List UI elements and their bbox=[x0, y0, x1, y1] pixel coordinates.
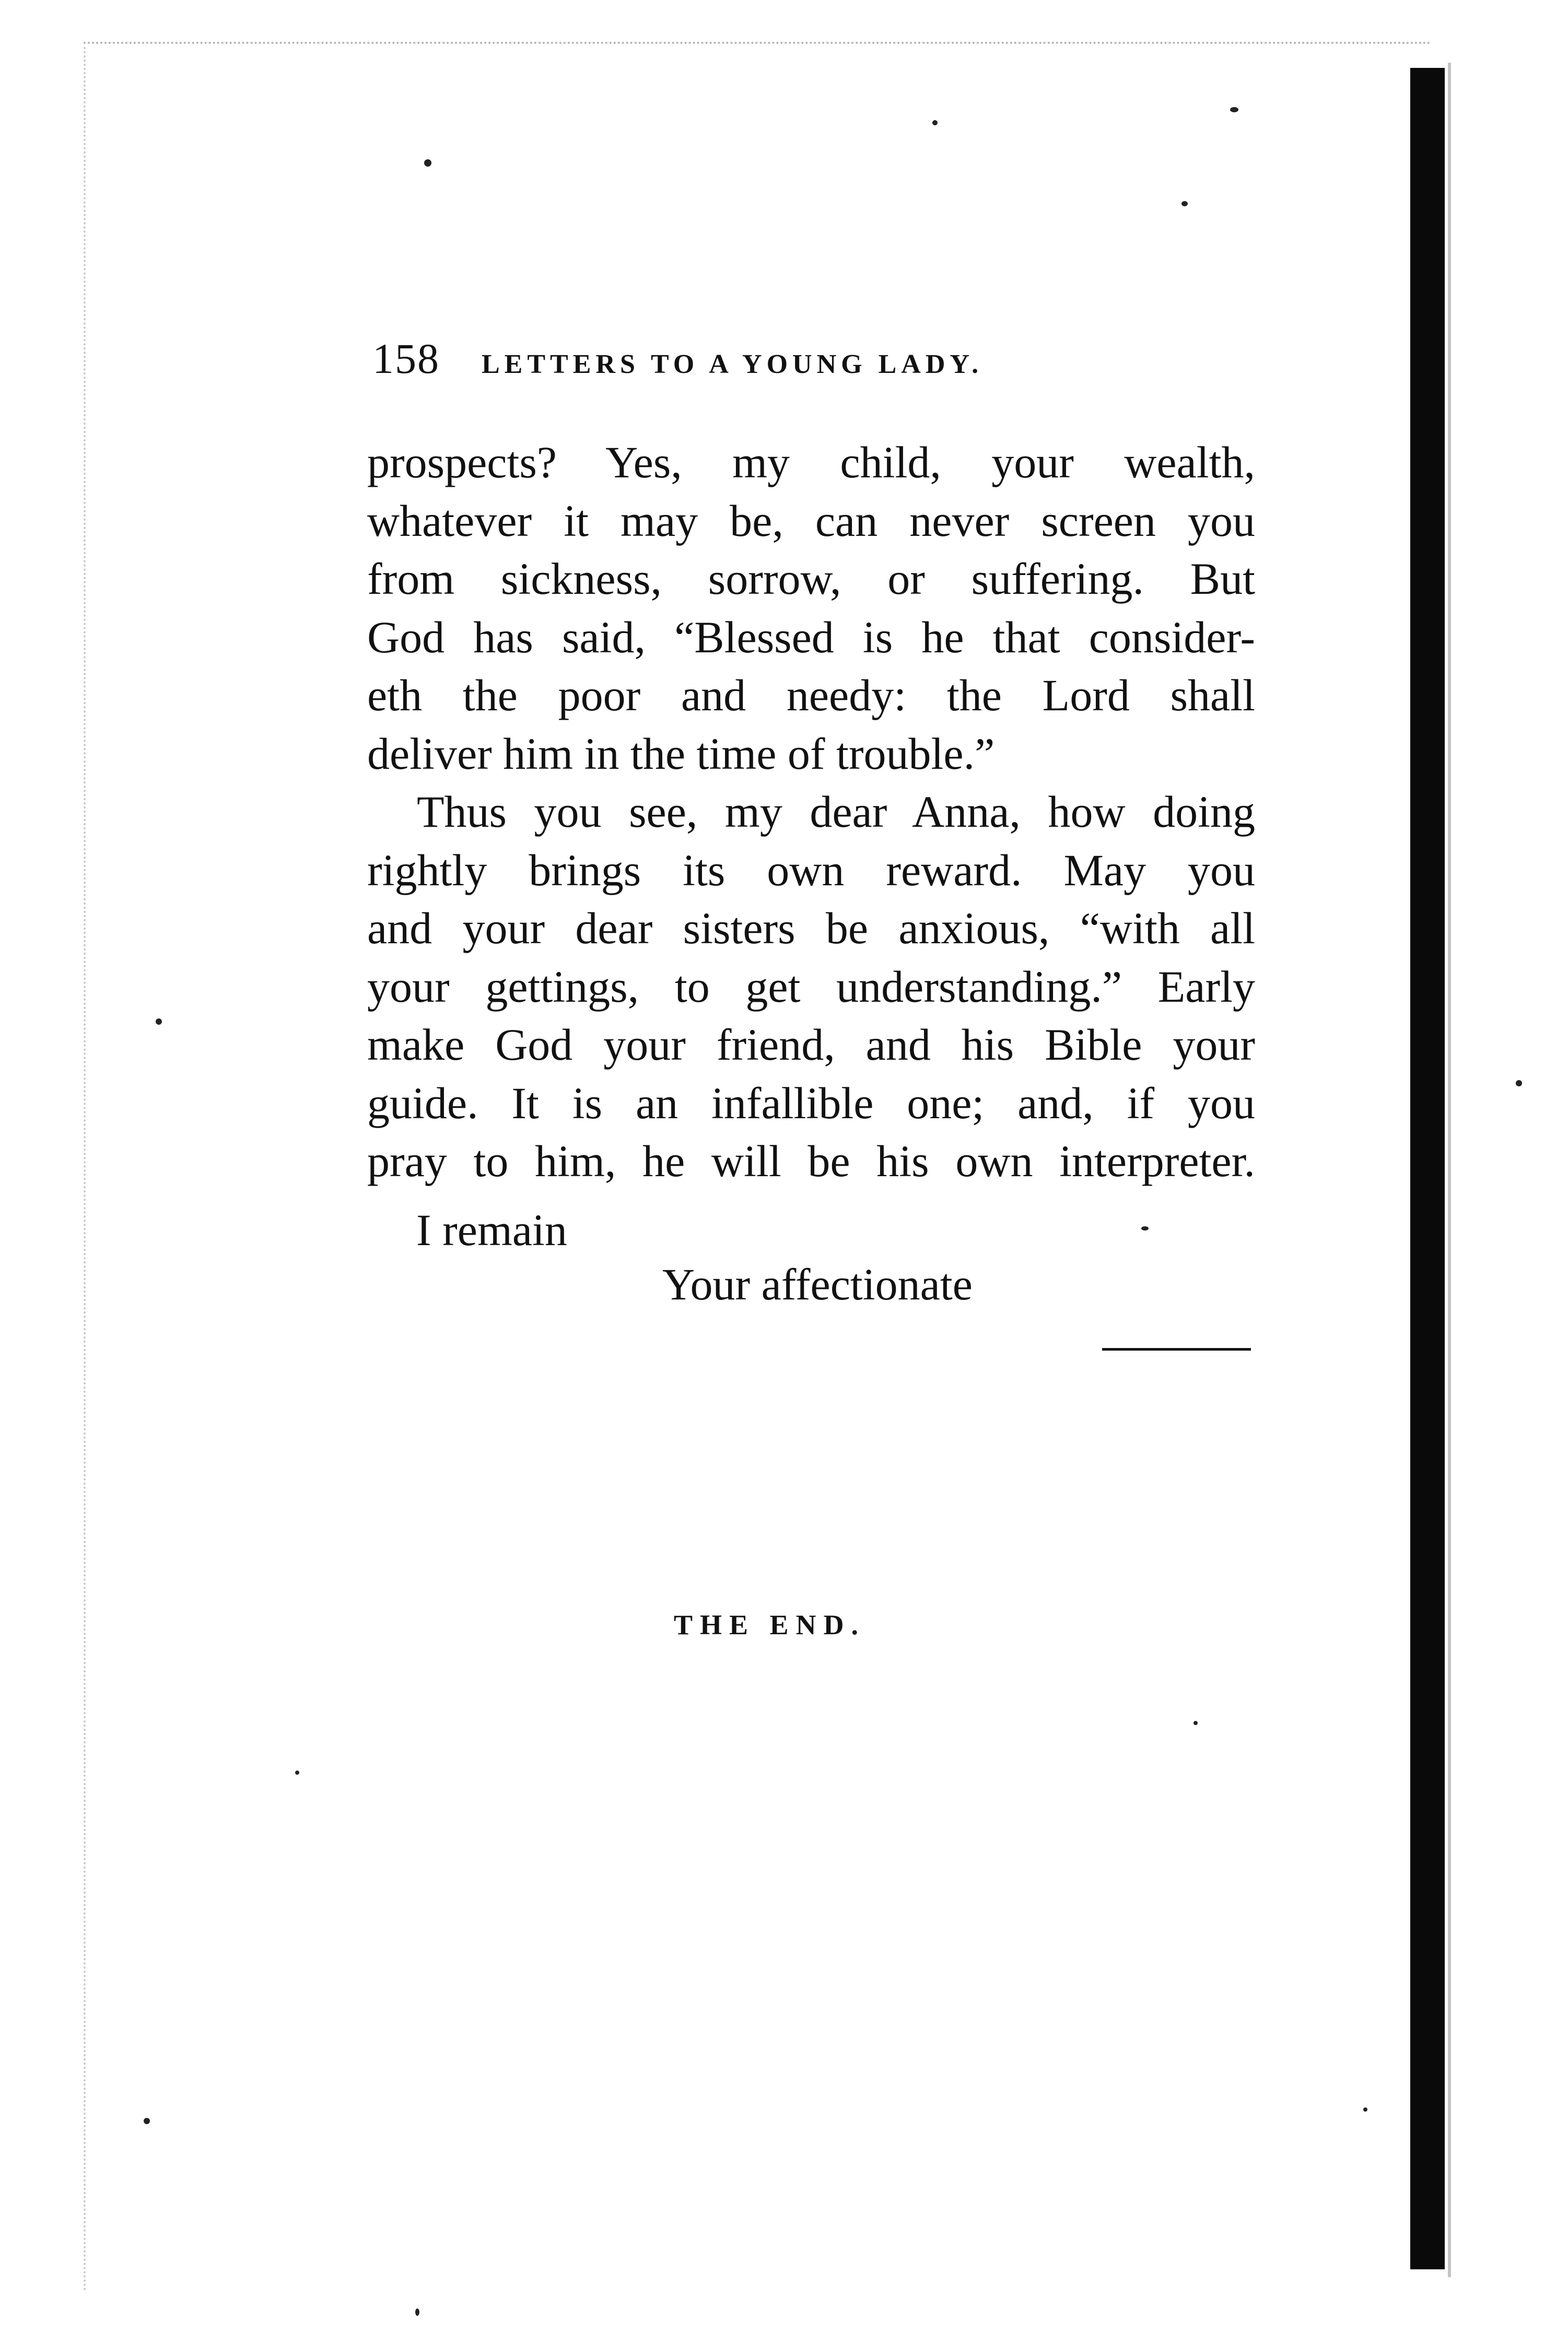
ink-speck bbox=[424, 159, 431, 167]
ink-speck bbox=[1193, 1721, 1198, 1725]
ink-speck bbox=[1230, 107, 1238, 112]
closing-line: I remain bbox=[416, 1205, 567, 1255]
text-line: God has said, “Blessed is he that consider- bbox=[367, 612, 1255, 662]
body-text bbox=[367, 433, 1255, 1191]
the-end: THE END. bbox=[674, 1609, 866, 1640]
page-top-edge bbox=[84, 42, 1431, 49]
text-line: rightly brings its own reward. May you bbox=[367, 845, 1255, 895]
ink-speck bbox=[415, 2308, 419, 2316]
ink-speck bbox=[156, 1018, 162, 1025]
text-line: guide. It is an infallible one; and, if you bbox=[367, 1077, 1255, 1128]
ink-speck bbox=[932, 120, 938, 125]
text-line: your gettings, to get understanding.” Early bbox=[367, 961, 1255, 1012]
ink-speck bbox=[295, 1771, 299, 1775]
text-line: make God your friend, and his Bible your bbox=[367, 1019, 1255, 1070]
text-line: and your dear sisters be anxious, “with all bbox=[367, 903, 1255, 953]
running-head bbox=[372, 334, 1260, 386]
binding-shadow bbox=[1410, 68, 1445, 2269]
text-line: deliver him in the time of trouble.” bbox=[367, 728, 995, 779]
ink-speck bbox=[144, 2118, 150, 2124]
page-number: 158 bbox=[372, 335, 440, 382]
text-line: eth the poor and needy: the Lord shall bbox=[367, 670, 1255, 720]
signature-line: Your affectionate bbox=[662, 1259, 973, 1309]
ink-speck bbox=[1516, 1080, 1522, 1086]
running-title: LETTERS TO A YOUNG LADY. bbox=[482, 349, 984, 379]
text-line: Thus you see, my dear Anna, how doing bbox=[417, 787, 1255, 837]
text-line: from sickness, sorrow, or suffering. But bbox=[367, 554, 1255, 604]
signature-rule bbox=[1102, 1348, 1251, 1351]
ink-speck bbox=[1181, 201, 1188, 206]
binding-edge bbox=[1448, 63, 1451, 2277]
text-line: whatever it may be, can never screen you bbox=[367, 495, 1255, 546]
text-line: pray to him, he will be his own interpreter. bbox=[367, 1136, 1255, 1186]
ink-speck bbox=[1141, 1226, 1149, 1231]
ink-speck bbox=[1363, 2107, 1367, 2112]
text-line: prospects? Yes, my child, your wealth, bbox=[367, 437, 1255, 487]
page-left-edge bbox=[84, 47, 88, 2293]
